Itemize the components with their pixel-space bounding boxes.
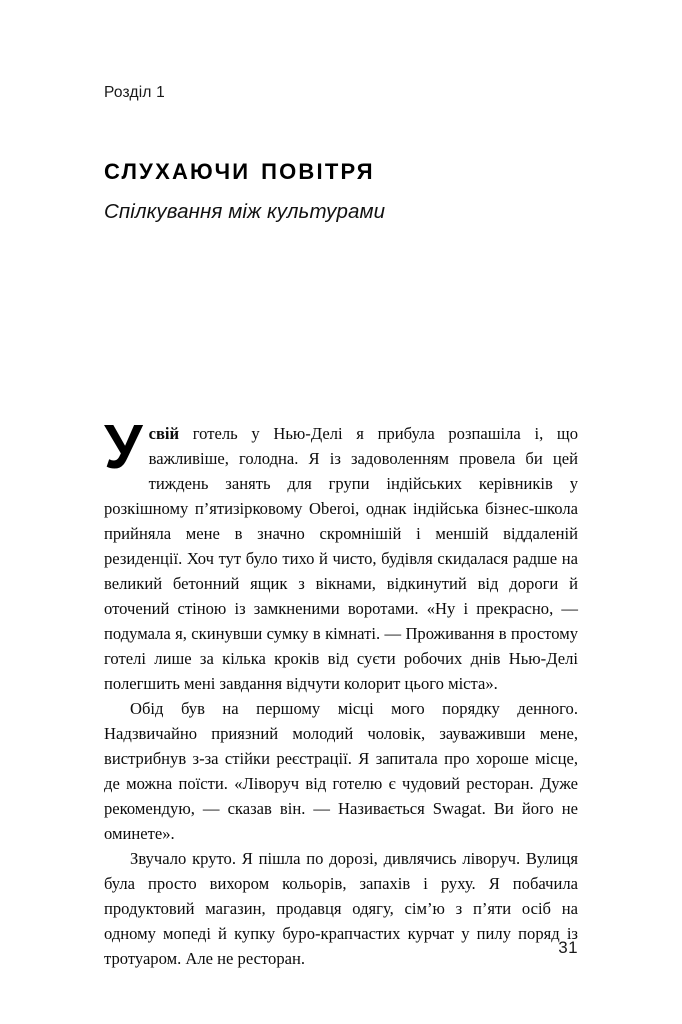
page-title: слухаючи повітря <box>104 150 375 186</box>
paragraph-3: Звучало круто. Я пішла по дорозі, дивлячись ліворуч. Вулиця була просто вихором кольорів, запахів і руху. Я побачила продуктовий магазин, продавця одягу, сім’ю з п’яти осіб на одному мопеді й купку буро-крапчастих курчат у пилу поряд із тротуаром. Але не ресторан. <box>104 849 578 968</box>
paragraph-1-text: готель у Нью-Делі я прибула розпашіла і, що важливіше, голодна. Я із задоволенням провела би цей тиждень занять для групи індійських керівників у розкішному п’ятизірковому Oberoi, однак індійська бізнес-школа прийняла мене в значно скромнішій і меншій віддаленій резиденції. Хоч тут було тихо й чисто, будівля скидалася радше на великий бетонний ящик з вікнами, відкинутий від дороги й оточений стіною із замкненими воротами. «Ну і прекрасно, — подумала я, скинувши сумку в кімнаті. — Проживання в простому готелі лише за кілька кроків від суєти робочих днів Нью-Делі полегшить мені завдання відчути колорит цього міста». <box>104 424 578 693</box>
chapter-label: Розділ 1 <box>104 84 165 101</box>
drop-cap: У <box>104 413 143 482</box>
lead-bold-word: свій <box>148 424 180 443</box>
page-number: 31 <box>558 938 578 957</box>
paragraph-1 <box>104 413 578 696</box>
page-subtitle: Спілкування між культурами <box>104 200 386 223</box>
body-text <box>104 413 578 971</box>
paragraph-2: Обід був на першому місці мого порядку денного. Надзвичайно приязний молодий чоловік, зауваживши мене, вистрибнув з-за стійки реєстрації. Я запитала про хороше місце, де можна поїсти. «Ліворуч від готелю є чудовий ресторан. Дуже рекомендую, — сказав він. — Називається Swagat. Ви його не оминете». <box>104 699 578 843</box>
